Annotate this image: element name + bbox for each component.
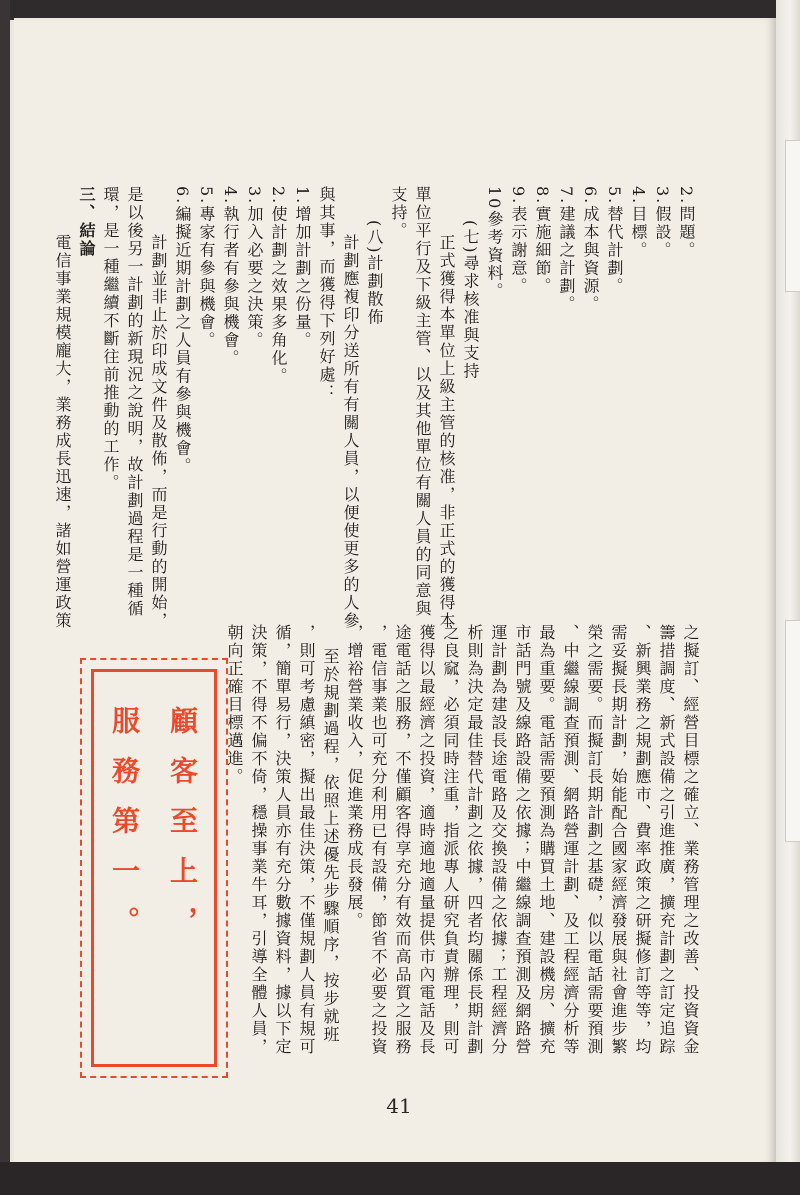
lower-text-column: 獲得以最經濟之投資，適時適地適量提供市內電話及長 — [417, 624, 436, 1056]
lower-text-column: ，電信事業也可充分利用已有設備，節省不必要之投資 — [369, 624, 388, 1056]
upper-text-column: 9.表示謝意。 — [509, 186, 528, 296]
upper-text-column: 8.實施細節。 — [533, 186, 552, 296]
book-cover-bottom — [0, 1162, 800, 1195]
lower-text-column: 、新興業務之規劃應市、費率政策之研擬修訂等等，均 — [633, 624, 652, 1056]
upper-text-column: 4.執行者有參與機會。 — [221, 186, 240, 368]
lower-text-column: 運計劃為建設長途電路及交換設備之依據；工程經濟分 — [489, 624, 508, 1056]
lower-text-column: 決策，不得不偏不倚，穩操事業牛耳，引導全體人員， — [249, 624, 268, 1056]
lower-text-column: 朝向正確目標邁進。 — [225, 624, 244, 786]
upper-text-column: 5.專家有參與機會。 — [197, 186, 216, 350]
lower-text-column: 析則為決定最佳替代計劃之依據，四者均關係長期計劃 — [465, 624, 484, 1056]
upper-text-column: (八)計劃散佈 — [365, 220, 384, 327]
lower-text-column: 、中繼線調查預測、網路營運計劃、及工程經濟分析等 — [561, 624, 580, 1056]
book-cover-top — [0, 0, 800, 20]
page-tab — [785, 620, 800, 842]
slogan-line-2: 服務第一。 — [108, 706, 141, 956]
upper-text-column: 正式獲得本單位上級主管的核准，非正式的獲得本 — [437, 234, 456, 630]
lower-text-column: 最為重要。電話需要預測為購買土地、建設機房、擴充 — [537, 624, 556, 1056]
upper-text-column: 5.替代計劃。 — [605, 186, 624, 296]
upper-text-column: 與其事，而獲得下列好處： — [317, 186, 336, 402]
upper-text-column: 2.使計劃之效果多角化。 — [269, 186, 288, 386]
upper-text-column: 2.問題。 — [677, 186, 696, 260]
slogan-line-1: 顧客至上， — [166, 706, 199, 956]
upper-text-column: 3.加入必要之決策。 — [245, 186, 264, 350]
upper-text-column: 7.建議之計劃。 — [557, 186, 576, 314]
upper-text-column: 三、結論 — [77, 186, 96, 258]
upper-text-column: 環，是一種繼續不斷往前推動的工作。 — [101, 186, 120, 492]
lower-text-column: ，增裕營業收入，促進業務成長發展。 — [345, 624, 364, 930]
lower-text-column: 市話門號及線路設備之依據；中繼線調查預測及網路營 — [513, 624, 532, 1056]
lower-text-column: 之擬訂、經營目標之確立、業務管理之改善、投資資金 — [681, 624, 700, 1056]
upper-text-column: 單位平行及下級主管、以及其他單位有關人員的同意與 — [413, 186, 432, 618]
lower-text-column: 途電話之服務，不僅顧客得享充分有效而高品質之服務 — [393, 624, 412, 1056]
upper-text-column: 6.成本與資源。 — [581, 186, 600, 314]
upper-text-column: 電信事業規模龐大，業務成長迅速，諸如營運政策 — [53, 234, 72, 630]
upper-text-column: 6.編擬近期計劃之人員有參與機會。 — [173, 186, 192, 476]
page-tab — [785, 140, 800, 292]
lower-text-column: 至於規劃過程，依照上述優先步驟順序，按步就班 — [321, 648, 340, 1044]
lower-text-column: 之良窳，必須同時注重，指派專人研究負責辦理，則可 — [441, 624, 460, 1056]
upper-text-column: 4.目標。 — [629, 186, 648, 260]
lower-text-column: 需妥擬長期計劃，始能配合國家經濟發展與社會進步繁 — [609, 624, 628, 1056]
lower-text-column: ，則可考慮縝密，擬出最佳決策，不僅規劃人員有規可 — [297, 624, 316, 1056]
upper-text-column: 計劃應複印分送所有有關人員，以便使更多的人參 — [341, 234, 360, 630]
book-page — [14, 18, 776, 1164]
slogan-stamp — [80, 658, 228, 1078]
upper-text-column: 支持。 — [389, 186, 408, 240]
lower-text-column: 循，簡單易行，決策人員亦有充分數據資料，據以下定 — [273, 624, 292, 1056]
upper-text-column: 3.假設。 — [653, 186, 672, 260]
page-number: 41 — [386, 1094, 412, 1118]
upper-text-column: (七)尋求核准與支持 — [461, 220, 480, 381]
upper-text-column: 1.增加計劃之份量。 — [293, 186, 312, 350]
book-spine — [0, 0, 10, 1195]
upper-text-column: 計劃並非止於印成文件及散佈，而是行動的開始， — [149, 234, 168, 630]
lower-text-column: 榮之需要。而擬訂長期計劃之基礎，似以電話需要預測 — [585, 624, 604, 1056]
lower-text-column: 籌措調度、新式設備之引進推廣，擴充計劃之訂定追踪 — [657, 624, 676, 1056]
upper-text-column: 10參考資料。 — [485, 186, 504, 301]
upper-text-column: 是以後另一計劃的新現況之說明，故計劃過程是一種循 — [125, 186, 144, 618]
